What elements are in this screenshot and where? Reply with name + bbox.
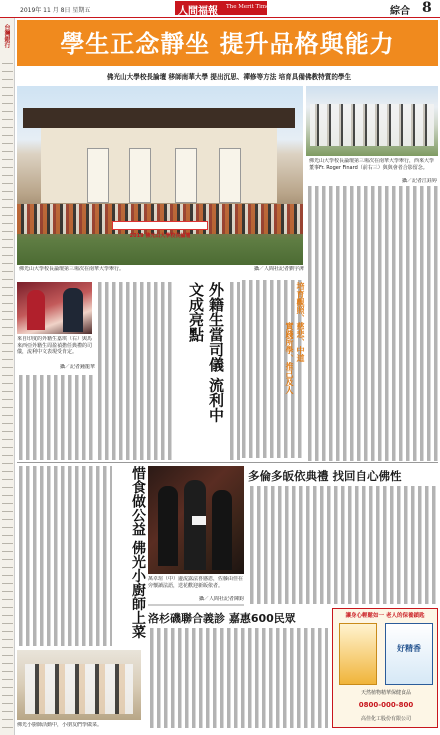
- ad-phone: 0800-000-800: [358, 701, 414, 709]
- chef-photo-caption: 佛光小廚師活動中，小朋友們學做菜。: [17, 722, 103, 728]
- masthead-section: 綜合: [390, 6, 410, 17]
- banner: [17, 20, 438, 66]
- foreign-photo-person-right: [63, 288, 83, 332]
- right-article-body: [306, 186, 438, 461]
- banner-headline: 學生正念靜坐 提升品格與能力: [60, 30, 395, 58]
- calligraphy-panel-3: [175, 148, 197, 203]
- ad-company: 高佳化工股份有限公司: [360, 716, 411, 722]
- ad-product-box-left: [339, 623, 377, 685]
- masthead-paper-name: 人間福報: [178, 6, 218, 17]
- foreign-photo-credit: 攝／記者鍾龍華: [59, 364, 95, 370]
- toronto-photo-book: [192, 516, 206, 525]
- toronto-photo: [148, 466, 244, 574]
- toronto-headline: 多倫多皈依典禮 找回自心佛性: [248, 469, 402, 483]
- masthead-page-number: 8: [422, 0, 432, 16]
- building-wall: [41, 128, 277, 203]
- main-photo: [17, 86, 303, 265]
- ad-product-box-right: [385, 623, 433, 685]
- pullquote: [284, 282, 306, 422]
- foreign-headline: 外籍生當司儀 流利中文成亮點: [187, 282, 225, 423]
- calligraphy-panel-2: [129, 148, 151, 203]
- foreign-article-body-lower: [17, 375, 95, 460]
- chef-article-body: [17, 466, 112, 646]
- toronto-photo-caption: 萬卓瑄（中）邊流露法喜感恩，佐藤由佳在旁懷讀法語，送花歡迎新皈依者。: [148, 576, 244, 589]
- chef-photo-children: [25, 664, 133, 714]
- right-photo-credit: 攝／記者江鈺婷: [401, 178, 437, 184]
- section-divider: [17, 462, 438, 463]
- toronto-article-body-left: [148, 604, 244, 606]
- foreign-photo-caption: 來自印度的外籍生嘉琪（右）與馬來西亞外籍生周盈禎擔任典禮的司儀，流利中文表現受肯定。: [17, 336, 93, 355]
- main-photo-caption: 佛光山大學校長論壇第三場次在南華大學舉行。: [19, 266, 125, 272]
- ad-title: 讓身心輕鬆如一 老人的保養鎖匙: [345, 613, 425, 619]
- right-photo-caption: 佛光山大學校長論壇第三場次在南華大學舉行，西來大學董事Fr. Roger Finard（前右三）與與會者合影留念。: [309, 158, 435, 171]
- side-ticker-label: 台灣銀行: [3, 24, 10, 48]
- masthead-date: 2019年 11 月 8日 星期五: [20, 7, 91, 14]
- toronto-article-body: [248, 486, 438, 604]
- ad-box: [332, 608, 438, 728]
- chef-photo: [17, 650, 141, 720]
- masthead: [0, 0, 440, 18]
- banner-subheadline: 佛光山大學校長論壇 移師南華大學 提出沉思、禪修等方法 培育具備佛教特質的學生: [106, 73, 352, 81]
- foreign-photo-person-left: [27, 290, 45, 330]
- ad-brand: 好精香: [397, 644, 421, 653]
- toronto-photo-person-1: [158, 486, 178, 566]
- building-roof: [23, 108, 295, 128]
- la-article-body: [148, 628, 328, 728]
- calligraphy-panel-1: [87, 148, 109, 203]
- chef-headline: 惜食做公益 佛光小廚師上菜: [130, 466, 146, 639]
- right-photo: [306, 86, 438, 156]
- masthead-paper-name-en: The Merit Times: [226, 4, 273, 10]
- side-ticker: [0, 18, 15, 735]
- toronto-photo-person-3: [212, 490, 232, 570]
- pullquote-line1: 培育觀照、慈悲、中道: [296, 282, 305, 362]
- foreign-photo: [17, 282, 92, 334]
- foreign-article-body: [96, 282, 174, 460]
- foreign-article-body-right: [228, 282, 240, 460]
- toronto-photo-credit: 攝／人間社記者陳鈞: [198, 596, 244, 602]
- main-photo-banner: [112, 221, 208, 239]
- pullquote-line2: 實踐所學、推己及人: [285, 322, 294, 394]
- side-ticker-rates: [2, 58, 13, 728]
- ad-product: 天然植物精華保健食品: [360, 690, 411, 696]
- right-photo-group: [310, 104, 434, 146]
- la-headline: 洛杉磯聯合義診 嘉惠600民眾: [148, 612, 296, 625]
- main-photo-credit: 攝／人間社記者劉宇湃: [253, 266, 304, 272]
- calligraphy-panel-4: [219, 148, 241, 203]
- main-photo-banner-text: 2019 佛光山大學校長論壇: [129, 233, 191, 239]
- toronto-photo-person-2: [184, 480, 206, 570]
